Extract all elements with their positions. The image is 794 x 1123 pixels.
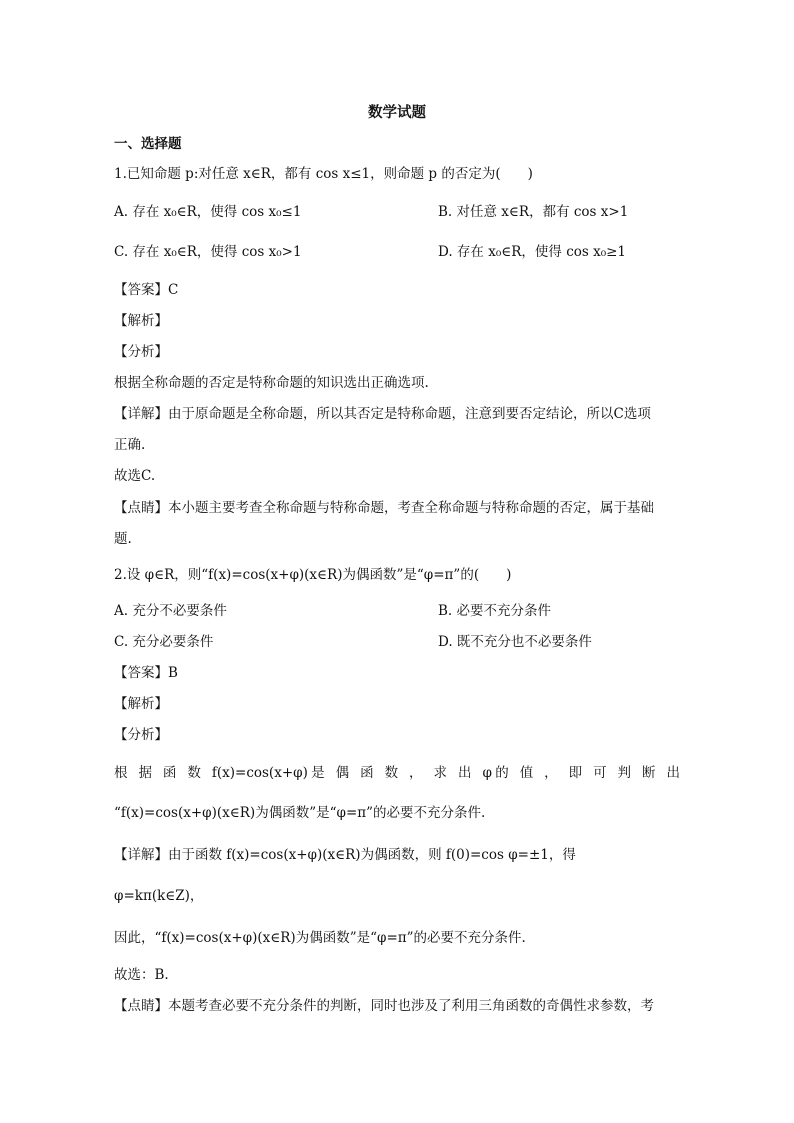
q2-choice: 故选：B.: [114, 967, 169, 983]
page-title: 数学试题: [368, 104, 426, 121]
q2-option-a: A. 充分不必要条件: [114, 603, 227, 619]
q1-detail-line2: 正确.: [114, 437, 146, 453]
q1-answer: 【答案】C: [114, 282, 179, 298]
q1-jiexi-label: 【解析】: [114, 313, 168, 329]
q1-option-a: A. 存在 x₀∈R，使得 cos x₀≤1: [114, 204, 302, 220]
q1-choice: 故选C.: [114, 468, 156, 484]
q2-option-c: C. 充分必要条件: [114, 634, 214, 650]
q2-option-d: D. 既不充分也不必要条件: [438, 634, 592, 650]
q1-stem: 1.已知命题 p:对任意 x∈R，都有 cos x≤1，则命题 p 的否定为( ): [114, 166, 533, 182]
q2-comment-line1: 【点睛】本题考查必要不充分条件的判断，同时也涉及了利用三角函数的奇偶性求参数，考: [114, 998, 654, 1014]
q1-analysis: 根据全称命题的否定是特称命题的知识选出正确选项.: [114, 375, 429, 391]
q2-answer: 【答案】B: [114, 665, 178, 681]
q1-comment-line1: 【点睛】本小题主要考查全称命题与特称命题，考查全称命题与特称命题的否定，属于基础: [114, 500, 654, 516]
q1-fenxi-label: 【分析】: [114, 344, 168, 360]
q1-comment-line2: 题.: [114, 531, 132, 547]
q1-option-d: D. 存在 x₀∈R，使得 cos x₀≥1: [438, 244, 627, 260]
q2-detail-line2: φ=kπ(k∈Z)，: [114, 888, 204, 904]
q2-option-b: B. 必要不充分条件: [438, 603, 552, 619]
q2-fenxi-label: 【分析】: [114, 727, 168, 743]
q1-option-b: B. 对任意 x∈R，都有 cos x>1: [438, 204, 629, 220]
q1-option-c: C. 存在 x₀∈R，使得 cos x₀>1: [114, 244, 302, 260]
q2-detail-line1: 【详解】由于函数 f(x)=cos(x+φ)(x∈R)为偶函数，则 f(0)=cos φ=±1，得: [114, 847, 576, 863]
q2-analysis-line2: “f(x)=cos(x+φ)(x∈R)为偶函数”是“φ=π”的必要不充分条件.: [114, 805, 486, 821]
section-heading: 一、选择题: [114, 136, 182, 152]
q2-jiexi-label: 【解析】: [114, 696, 168, 712]
q2-detail-line3: 因此，“f(x)=cos(x+φ)(x∈R)为偶函数”是“φ=π”的必要不充分条件.: [114, 930, 526, 946]
q2-stem: 2.设 φ∈R，则“f(x)=cos(x+φ)(x∈R)为偶函数”是“φ=π”的( ): [114, 567, 512, 583]
q2-analysis-line1: 根 据 函 数 f(x)=cos(x+φ)是 偶 函 数 ， 求 出 φ的 值 ， 即 可 判 断 出: [114, 765, 680, 781]
q1-detail-line1: 【详解】由于原命题是全称命题，所以其否定是特称命题，注意到要否定结论，所以C选项: [114, 406, 651, 422]
